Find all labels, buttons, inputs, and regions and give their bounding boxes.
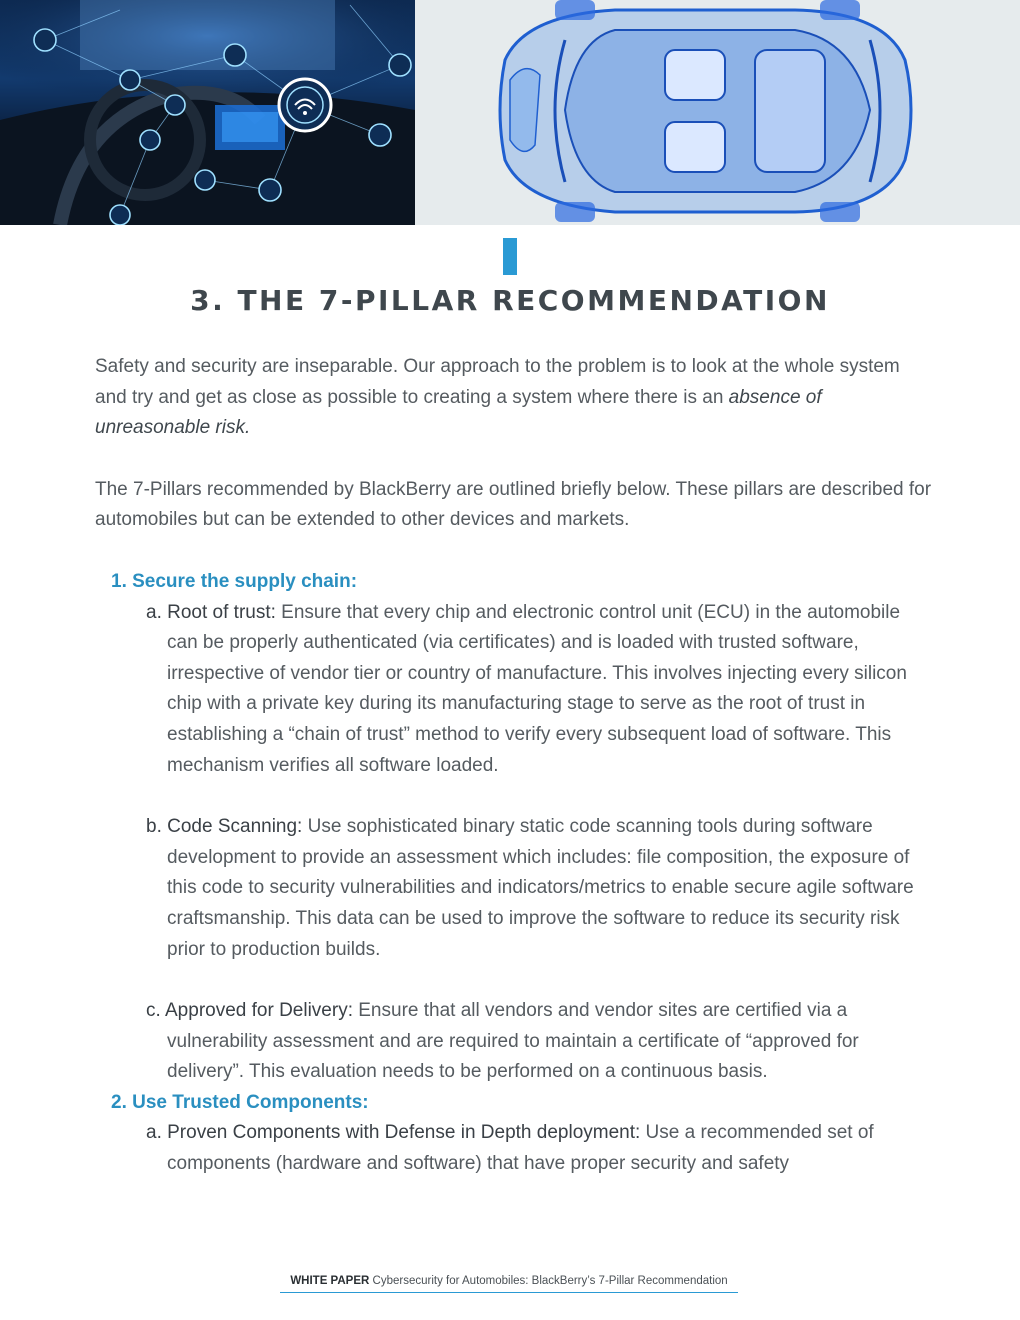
intro-paragraph-1 <box>95 352 935 444</box>
item-text: Use sophisticated binary static code scanning tools during software development to provide an assessment which includes: file composition, the exposure of this code to security vulnerabilities and indicators/metrics to enable secure agile software craftsmanship. This data can be used to improve the software to reduce its security risk prior to production builds. <box>167 816 914 960</box>
car-xray-illustration <box>415 0 1020 225</box>
accent-bar <box>503 238 517 275</box>
page-title: 3. THE 7-PILLAR RECOMMENDATION <box>190 284 830 317</box>
intro-emphasis: absence of unreasonable risk. <box>95 386 822 439</box>
item-text: Use a recommended set of components (hardware and software) that have proper security and safety <box>167 1122 874 1175</box>
section-heading-2: 2. Use Trusted Components: <box>111 1091 369 1113</box>
hero-banner <box>0 0 1020 225</box>
hero-image-car-blueprint <box>415 0 1020 225</box>
intro-text: Safety and security are inseparable. Our approach to the problem is to look at the whole system and try and get as close as possible to creating a system where there is an <box>95 356 900 408</box>
item-lead: a. Proven Components with Defense in Depth deployment: <box>146 1122 641 1144</box>
dashboard-illustration <box>0 0 415 225</box>
item-text: Ensure that every chip and electronic control unit (ECU) in the automobile can be properly authenticated (via certificates) and is loaded with trusted software, irrespective of vendor tier or country of manufacture. This involves injecting every silicon chip with a private key during its manufacturing stage to serve as the root of trust in establishing a “chain of trust” method to verify every subsequent load of software. This mechanism verifies all software loaded. <box>167 601 907 776</box>
footer-label: WHITE PAPER <box>290 1275 370 1287</box>
list-item-root-of-trust <box>95 598 935 782</box>
intro-paragraph-2: The 7-Pillars recommended by BlackBerry are outlined briefly below. These pillars are described for automobiles but can be extended to other devices and markets. <box>95 478 932 531</box>
hero-image-dashboard <box>0 0 415 225</box>
list-item-proven-components <box>95 1118 935 1179</box>
list-item-approved-for-delivery <box>95 996 935 1088</box>
item-text: Ensure that all vendors and vendor sites are certified via a vulnerability assessment and are required to maintain a certificate of “approved for delivery”. This evaluation needs to be performed on a continuous basis. <box>167 1000 859 1083</box>
item-lead: b. Code Scanning: <box>146 816 303 838</box>
main-content <box>95 352 935 1180</box>
section-heading-1: 1. Secure the supply chain: <box>111 570 358 592</box>
footer-text: Cybersecurity for Automobiles: BlackBerry’s 7-Pillar Recommendation <box>369 1275 728 1287</box>
list-item-code-scanning <box>95 812 935 965</box>
item-lead: a. Root of trust: <box>146 601 276 623</box>
item-lead: c. Approved for Delivery: <box>146 1000 353 1022</box>
page-footer <box>280 1275 738 1293</box>
